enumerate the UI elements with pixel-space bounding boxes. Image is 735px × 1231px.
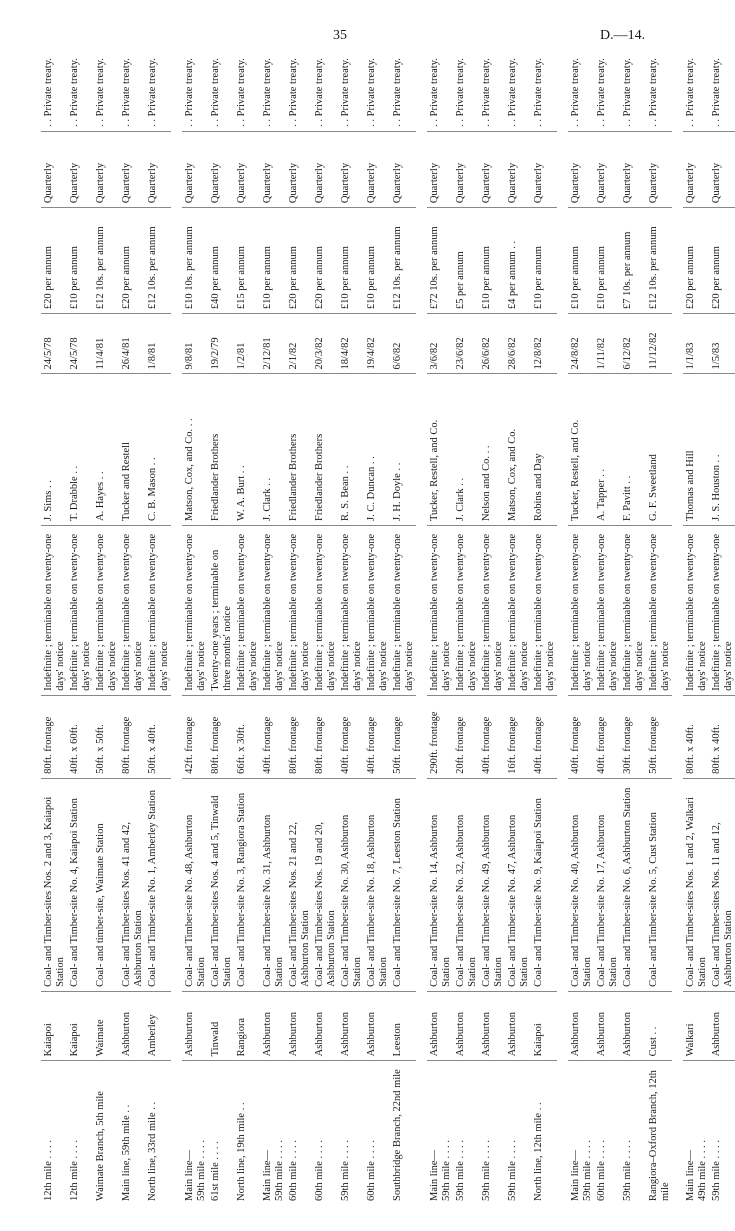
lessee-cell: J. H. Doyle . . <box>390 374 416 526</box>
payable-cell: Quarterly <box>683 131 709 207</box>
rent-cell: £12 10s. per annum <box>390 208 416 314</box>
disposal-cell: . . Private treaty. <box>427 35 453 131</box>
station-cell: Ashburton <box>182 991 208 1060</box>
station-cell: Ashburton <box>427 991 453 1060</box>
station-cell: Amberley <box>145 991 171 1060</box>
lessee-cell: Nelson and Co. . . <box>479 374 505 526</box>
description-cell: Coal- and Timber-site No. 3, Rangiora Station <box>234 778 260 991</box>
table-row <box>646 35 672 1205</box>
locality-cell: 60th mile . . . . <box>288 1140 299 1201</box>
frontage-cell: 66ft. x 30ft. <box>234 695 260 778</box>
date-cell: 19/2/79 <box>208 314 234 374</box>
payable-cell: Quarterly <box>427 131 453 207</box>
description-cell: Coal- and Timber-sites Nos. 11 and 12, Ashburton Station <box>709 778 735 991</box>
date-cell: 20/3/82 <box>312 314 338 374</box>
frontage-cell: 40ft. frontage <box>594 695 620 778</box>
term-cell: Indefinite ; terminable on twenty-one days' notice <box>531 525 557 695</box>
lessee-cell: J. Clark . . <box>453 374 479 526</box>
rent-cell: £15 per annum <box>234 208 260 314</box>
lessee-cell: Friedlander Brothers <box>208 374 234 526</box>
term-cell: Indefinite ; terminable on twenty-one days' notice <box>145 525 171 695</box>
date-cell: 1/11/82 <box>594 314 620 374</box>
term-cell: Indefinite ; terminable on twenty-one days' notice <box>594 525 620 695</box>
station-cell: Ashburton <box>364 991 390 1060</box>
date-cell: 2/1/82 <box>286 314 312 374</box>
rent-cell: £10 per annum <box>479 208 505 314</box>
rent-cell: £20 per annum <box>312 208 338 314</box>
table-row <box>67 35 93 1205</box>
date-cell: 24/5/78 <box>67 314 93 374</box>
term-cell: Indefinite ; terminable on twenty-one days' notice <box>505 525 531 695</box>
station-cell: Kaiapoi <box>531 991 557 1060</box>
disposal-cell: . . Private treaty. <box>568 35 594 131</box>
locality-cell: 60th mile . . . . <box>366 1140 377 1201</box>
group-separator-cell <box>416 35 427 1205</box>
locality-cell: 60th mile . . . . <box>596 1140 607 1201</box>
frontage-cell: 40ft. frontage <box>568 695 594 778</box>
lessee-cell: Friedlander Brothers <box>286 374 312 526</box>
station-cell: Kaiapoi <box>67 991 93 1060</box>
lessee-cell: W. A. Burt . . <box>234 374 260 526</box>
frontage-cell: 80ft. frontage <box>312 695 338 778</box>
payable-cell: Quarterly <box>531 131 557 207</box>
table-row <box>234 35 260 1205</box>
date-cell: 12/8/82 <box>531 314 557 374</box>
description-cell: Coal- and timber-site, Waimate Station <box>93 778 119 991</box>
locality-cell: Main line— 59th mile . . . . <box>429 1140 452 1201</box>
table-row <box>182 35 208 1205</box>
payable-cell: Quarterly <box>646 131 672 207</box>
table-row <box>709 35 735 1205</box>
station-cell: Ashburton <box>620 991 646 1060</box>
date-cell: 6/12/82 <box>620 314 646 374</box>
disposal-cell: . . Private treaty. <box>41 35 67 131</box>
description-cell: Coal- and Timber-sites Nos. 2 and 3, Kaiapoi Station <box>41 778 67 991</box>
term-cell: Indefinite ; terminable on twenty-one days' notice <box>234 525 260 695</box>
term-cell: Indefinite ; terminable on twenty-one days' notice <box>338 525 364 695</box>
table-row <box>208 35 234 1205</box>
disposal-cell: . . Private treaty. <box>620 35 646 131</box>
lessee-cell: Robins and Day <box>531 374 557 526</box>
disposal-cell: . . Private treaty. <box>312 35 338 131</box>
disposal-cell: . . Private treaty. <box>683 35 709 131</box>
table-row <box>364 35 390 1205</box>
term-cell: Indefinite ; terminable on twenty-one days' notice <box>260 525 286 695</box>
table-row <box>93 35 119 1205</box>
description-cell: Coal- and Timber-site No. 32, Ashburton Station <box>453 778 479 991</box>
description-cell: Coal- and Timber-site No. 14, Ashburton Station <box>427 778 453 991</box>
station-cell: Rangiora <box>234 991 260 1060</box>
frontage-cell: 80ft. x 40ft. <box>709 695 735 778</box>
rent-cell: £20 per annum <box>709 208 735 314</box>
lessee-cell: Matson, Cox, and Co. <box>505 374 531 526</box>
station-cell: Tinwald <box>208 991 234 1060</box>
description-cell: Coal- and Timber-sites Nos. 21 and 22, Ashburton Station <box>286 778 312 991</box>
payable-cell: Quarterly <box>93 131 119 207</box>
date-cell: 19/4/82 <box>364 314 390 374</box>
rent-cell: £5 per annum <box>453 208 479 314</box>
table-row <box>594 35 620 1205</box>
station-cell: Leeston <box>390 991 416 1060</box>
table-row <box>505 35 531 1205</box>
rent-cell: £20 per annum <box>286 208 312 314</box>
station-cell: Kaiapoi <box>41 991 67 1060</box>
table-row <box>260 35 286 1205</box>
payable-cell: Quarterly <box>505 131 531 207</box>
date-cell: 6/6/82 <box>390 314 416 374</box>
term-cell: Indefinite ; terminable on twenty-one days' notice <box>390 525 416 695</box>
description-cell: Coal- and Timber-site No. 48, Ashburton Station <box>182 778 208 991</box>
date-cell: 1/2/81 <box>234 314 260 374</box>
table-row <box>620 35 646 1205</box>
disposal-cell: . . Private treaty. <box>260 35 286 131</box>
table-row <box>286 35 312 1205</box>
document-reference: D.—14. <box>600 28 646 43</box>
station-cell: Walkari <box>683 991 709 1060</box>
disposal-cell: . . Private treaty. <box>208 35 234 131</box>
disposal-cell: . . Private treaty. <box>364 35 390 131</box>
rent-cell: £10 10s. per annum <box>182 208 208 314</box>
frontage-cell: 40ft. frontage <box>479 695 505 778</box>
frontage-cell: 40ft. x 60ft. <box>67 695 93 778</box>
term-cell: Indefinite ; terminable on twenty-one days' notice <box>646 525 672 695</box>
term-cell: Indefinite ; terminable on twenty-one days' notice <box>182 525 208 695</box>
rent-cell: £10 per annum <box>568 208 594 314</box>
locality-cell: Southbridge Branch, 22nd mile <box>392 1069 403 1201</box>
disposal-cell: . . Private treaty. <box>453 35 479 131</box>
locality-cell: 60th mile . . . . <box>314 1140 325 1201</box>
locality-cell: 61st mile . . . . <box>210 1141 221 1201</box>
lessee-cell: R. S. Bean . . <box>338 374 364 526</box>
term-cell: Indefinite ; terminable on twenty-one days' notice <box>41 525 67 695</box>
description-cell: Coal- and Timber-site No. 6, Ashburton Station <box>620 778 646 991</box>
description-cell: Coal- and Timber-site No. 5, Cust Station <box>646 778 672 991</box>
frontage-cell: 50ft. frontage <box>646 695 672 778</box>
station-cell: Ashburton <box>594 991 620 1060</box>
locality-cell: 12th mile . . . . <box>43 1140 54 1201</box>
table-row <box>531 35 557 1205</box>
description-cell: Coal- and Timber-sites Nos. 41 and 42, Ashburton Station <box>119 778 145 991</box>
term-cell: Indefinite ; terminable on twenty-one days' notice <box>453 525 479 695</box>
station-cell: Ashburton <box>286 991 312 1060</box>
date-cell: 24/5/78 <box>41 314 67 374</box>
station-cell: Ashburton <box>312 991 338 1060</box>
description-cell: Coal- and Timber-site No. 47, Ashburton Station <box>505 778 531 991</box>
payable-cell: Quarterly <box>390 131 416 207</box>
payable-cell: Quarterly <box>338 131 364 207</box>
frontage-cell: 290ft. frontage <box>427 695 453 778</box>
date-cell: 1/1/83 <box>683 314 709 374</box>
lessee-cell: J. Clark . . <box>260 374 286 526</box>
rent-cell: £10 per annum <box>364 208 390 314</box>
description-cell: Coal- and Timber-sites Nos. 19 and 20, Ashburton Station <box>312 778 338 991</box>
frontage-cell: 50ft. frontage <box>390 695 416 778</box>
date-cell: 11/12/82 <box>646 314 672 374</box>
leases-table-body <box>41 35 735 1205</box>
date-cell: 26/4/81 <box>119 314 145 374</box>
lessee-cell: J. C. Duncan . . <box>364 374 390 526</box>
rent-cell: £4 per annum . . <box>505 208 531 314</box>
lessee-cell: Matson, Cox, and Co. . . <box>182 374 208 526</box>
description-cell: Coal- and Timber-site No. 17, Ashburton Station <box>594 778 620 991</box>
payable-cell: Quarterly <box>568 131 594 207</box>
disposal-cell: . . Private treaty. <box>286 35 312 131</box>
date-cell: 1/5/83 <box>709 314 735 374</box>
frontage-cell: 30ft. frontage <box>620 695 646 778</box>
payable-cell: Quarterly <box>453 131 479 207</box>
payable-cell: Quarterly <box>182 131 208 207</box>
disposal-cell: . . Private treaty. <box>479 35 505 131</box>
payable-cell: Quarterly <box>260 131 286 207</box>
term-cell: Indefinite ; terminable on twenty-one days' notice <box>312 525 338 695</box>
table-row <box>119 35 145 1205</box>
disposal-cell: . . Private treaty. <box>234 35 260 131</box>
payable-cell: Quarterly <box>234 131 260 207</box>
description-cell: Coal- and Timber-site No. 30, Ashburton Station <box>338 778 364 991</box>
station-cell: Ashburton <box>568 991 594 1060</box>
disposal-cell: . . Private treaty. <box>119 35 145 131</box>
frontage-cell: 50ft. x 40ft. <box>145 695 171 778</box>
payable-cell: Quarterly <box>709 131 735 207</box>
page-number: 35 <box>333 28 347 43</box>
lessee-cell: Tucker and Restell <box>119 374 145 526</box>
disposal-cell: . . Private treaty. <box>709 35 735 131</box>
date-cell: 18/4/82 <box>338 314 364 374</box>
locality-cell: 59th mile . . . . <box>507 1140 518 1201</box>
date-cell: 1/8/81 <box>145 314 171 374</box>
description-cell: Coal- and Timber-site No. 40, Ashburton Station <box>568 778 594 991</box>
disposal-cell: . . Private treaty. <box>145 35 171 131</box>
table-row <box>453 35 479 1205</box>
rent-cell: £10 per annum <box>338 208 364 314</box>
station-cell: Ashburton <box>479 991 505 1060</box>
rent-cell: £12 10s. per annum <box>646 208 672 314</box>
table-row <box>312 35 338 1205</box>
description-cell: Coal- and Timber-sites Nos. 4 and 5, Tinwald Station <box>208 778 234 991</box>
rent-cell: £12 10s. per annum <box>145 208 171 314</box>
group-separator <box>672 35 683 1205</box>
rent-cell: £10 per annum <box>260 208 286 314</box>
locality-cell: North line, 19th mile . . <box>236 1102 247 1201</box>
payable-cell: Quarterly <box>119 131 145 207</box>
term-cell: Indefinite ; terminable on twenty-one days' notice <box>67 525 93 695</box>
frontage-cell: 40ft. frontage <box>364 695 390 778</box>
frontage-cell: 50ft. x 50ft. <box>93 695 119 778</box>
lessee-cell: C. B. Mason . . <box>145 374 171 526</box>
disposal-cell: . . Private treaty. <box>390 35 416 131</box>
date-cell: 3/6/82 <box>427 314 453 374</box>
disposal-cell: . . Private treaty. <box>338 35 364 131</box>
station-cell: Ashburton <box>119 991 145 1060</box>
group-separator-cell <box>672 35 683 1205</box>
disposal-cell: . . Private treaty. <box>182 35 208 131</box>
term-cell: Indefinite ; terminable on twenty-one days' notice <box>119 525 145 695</box>
rotated-table-wrapper <box>41 35 734 1205</box>
lessee-cell: A. Tapper . . <box>594 374 620 526</box>
group-separator <box>171 35 182 1205</box>
group-separator <box>557 35 568 1205</box>
station-cell: Ashburton <box>453 991 479 1060</box>
rent-cell: £10 per annum <box>531 208 557 314</box>
term-cell: Indefinite ; terminable on twenty-one days' notice <box>620 525 646 695</box>
frontage-cell: 80ft. frontage <box>119 695 145 778</box>
locality-cell: 12th mile . . . . <box>69 1140 80 1201</box>
term-cell: Indefinite ; terminable on twenty-one days' notice <box>93 525 119 695</box>
description-cell: Coal- and Timber-site No. 9, Kaiapoi Station <box>531 778 557 991</box>
rent-cell: £7 10s. per annum <box>620 208 646 314</box>
term-cell: Indefinite ; terminable on twenty-one days' notice <box>479 525 505 695</box>
payable-cell: Quarterly <box>594 131 620 207</box>
lessee-cell: F. Pavitt . . <box>620 374 646 526</box>
payable-cell: Quarterly <box>479 131 505 207</box>
table-row <box>145 35 171 1205</box>
group-separator <box>416 35 427 1205</box>
term-cell: Indefinite ; terminable on twenty-one days' notice <box>709 525 735 695</box>
locality-cell: North line, 12th mile . . <box>533 1102 544 1201</box>
disposal-cell: . . Private treaty. <box>594 35 620 131</box>
table-row <box>568 35 594 1205</box>
locality-cell: Waimate Branch, 5th mile <box>95 1091 106 1201</box>
locality-cell: Rangiora–Oxford Branch, 12th mile <box>648 1070 671 1201</box>
group-separator-cell <box>557 35 568 1205</box>
lessee-cell: J. Sims . . <box>41 374 67 526</box>
payable-cell: Quarterly <box>620 131 646 207</box>
frontage-cell: 80ft. x 40ft. <box>683 695 709 778</box>
description-cell: Coal- and Timber-site No. 7, Leeston Station <box>390 778 416 991</box>
payable-cell: Quarterly <box>41 131 67 207</box>
rent-cell: £72 10s. per annum <box>427 208 453 314</box>
lessee-cell: J. S. Houston . . <box>709 374 735 526</box>
locality-cell: Main line— 59th mile . . . . <box>570 1140 593 1201</box>
date-cell: 24/8/82 <box>568 314 594 374</box>
term-cell: Indefinite ; terminable on twenty-one days' notice <box>568 525 594 695</box>
frontage-cell: 80ft. frontage <box>41 695 67 778</box>
date-cell: 2/12/81 <box>260 314 286 374</box>
frontage-cell: 20ft. frontage <box>453 695 479 778</box>
date-cell: 26/6/82 <box>479 314 505 374</box>
station-cell: Ashburton <box>505 991 531 1060</box>
station-cell: Ashburton <box>260 991 286 1060</box>
lessee-cell: G. F. Sweetland <box>646 374 672 526</box>
frontage-cell: 40ft. frontage <box>531 695 557 778</box>
term-cell: Indefinite ; terminable on twenty-one days' notice <box>364 525 390 695</box>
table-row <box>338 35 364 1205</box>
rent-cell: £20 per annum <box>119 208 145 314</box>
leases-table <box>41 35 735 1205</box>
rent-cell: £12 10s. per annum <box>93 208 119 314</box>
frontage-cell: 80ft. frontage <box>208 695 234 778</box>
station-cell: Ashburton <box>338 991 364 1060</box>
locality-cell: 59th mile . . . . <box>481 1140 492 1201</box>
frontage-cell: 42ft. frontage <box>182 695 208 778</box>
disposal-cell: . . Private treaty. <box>93 35 119 131</box>
table-row <box>41 35 67 1205</box>
locality-cell: Main line, 59th mile . . <box>121 1104 132 1201</box>
description-cell: Coal- and Timber-site No. 18, Ashburton Station <box>364 778 390 991</box>
rent-cell: £20 per annum <box>41 208 67 314</box>
lessee-cell: T. Drabble . . <box>67 374 93 526</box>
table-row <box>479 35 505 1205</box>
rent-cell: £40 per annum <box>208 208 234 314</box>
lessee-cell: Tucker, Restell, and Co. <box>568 374 594 526</box>
locality-cell: Main line— 59th mile . . . . <box>262 1140 285 1201</box>
payable-cell: Quarterly <box>286 131 312 207</box>
station-cell: Ashburton <box>709 991 735 1060</box>
disposal-cell: . . Private treaty. <box>67 35 93 131</box>
table-row <box>427 35 453 1205</box>
date-cell: 28/6/82 <box>505 314 531 374</box>
lessee-cell: Tucker, Restell, and Co. <box>427 374 453 526</box>
locality-cell: Main line— 59th mile . . . . <box>184 1140 207 1201</box>
frontage-cell: 80ft. frontage <box>286 695 312 778</box>
locality-cell: 59th mile . . . . <box>455 1140 466 1201</box>
group-separator-cell <box>171 35 182 1205</box>
locality-cell: Main line— 49th mile . . . . <box>685 1140 708 1201</box>
disposal-cell: . . Private treaty. <box>505 35 531 131</box>
date-cell: 23/6/82 <box>453 314 479 374</box>
frontage-cell: 40ft. frontage <box>260 695 286 778</box>
locality-cell: 59th mile . . . . <box>711 1140 722 1201</box>
locality-cell: North line, 33rd mile . . <box>147 1101 158 1201</box>
term-cell: Twenty-one years ; terminable on three months' notice <box>208 525 234 695</box>
disposal-cell: . . Private treaty. <box>646 35 672 131</box>
description-cell: Coal- and Timber-site No. 49, Ashburton Station <box>479 778 505 991</box>
table-row <box>390 35 416 1205</box>
payable-cell: Quarterly <box>364 131 390 207</box>
payable-cell: Quarterly <box>67 131 93 207</box>
term-cell: Indefinite ; terminable on twenty-one days' notice <box>683 525 709 695</box>
term-cell: Indefinite ; terminable on twenty-one days' notice <box>286 525 312 695</box>
station-cell: Waimate <box>93 991 119 1060</box>
rent-cell: £20 per annum <box>683 208 709 314</box>
description-cell: Coal- and Timber-site No. 1, Amberley Station <box>145 778 171 991</box>
payable-cell: Quarterly <box>312 131 338 207</box>
description-cell: Coal- and Timber-site No. 31, Ashburton Station <box>260 778 286 991</box>
rent-cell: £10 per annum <box>594 208 620 314</box>
lessee-cell: Friedlander Brothers <box>312 374 338 526</box>
payable-cell: Quarterly <box>208 131 234 207</box>
frontage-cell: 40ft. frontage <box>338 695 364 778</box>
term-cell: Indefinite ; terminable on twenty-one days' notice <box>427 525 453 695</box>
description-cell: Coal- and Timber-site No. 4, Kaiapoi Station <box>67 778 93 991</box>
lessee-cell: Thomas and Hill <box>683 374 709 526</box>
frontage-cell: 16ft. frontage <box>505 695 531 778</box>
date-cell: 9/8/81 <box>182 314 208 374</box>
disposal-cell: . . Private treaty. <box>531 35 557 131</box>
station-cell: Cust . . <box>646 991 672 1060</box>
payable-cell: Quarterly <box>145 131 171 207</box>
lessee-cell: A. Hayes . . <box>93 374 119 526</box>
rent-cell: £10 per annum <box>67 208 93 314</box>
locality-cell: 59th mile . . . . <box>622 1140 633 1201</box>
date-cell: 11/4/81 <box>93 314 119 374</box>
description-cell: Coal- and Timber-sites Nos. 1 and 2, Walkari Station <box>683 778 709 991</box>
locality-cell: 59th mile . . . . <box>340 1140 351 1201</box>
table-row <box>683 35 709 1205</box>
